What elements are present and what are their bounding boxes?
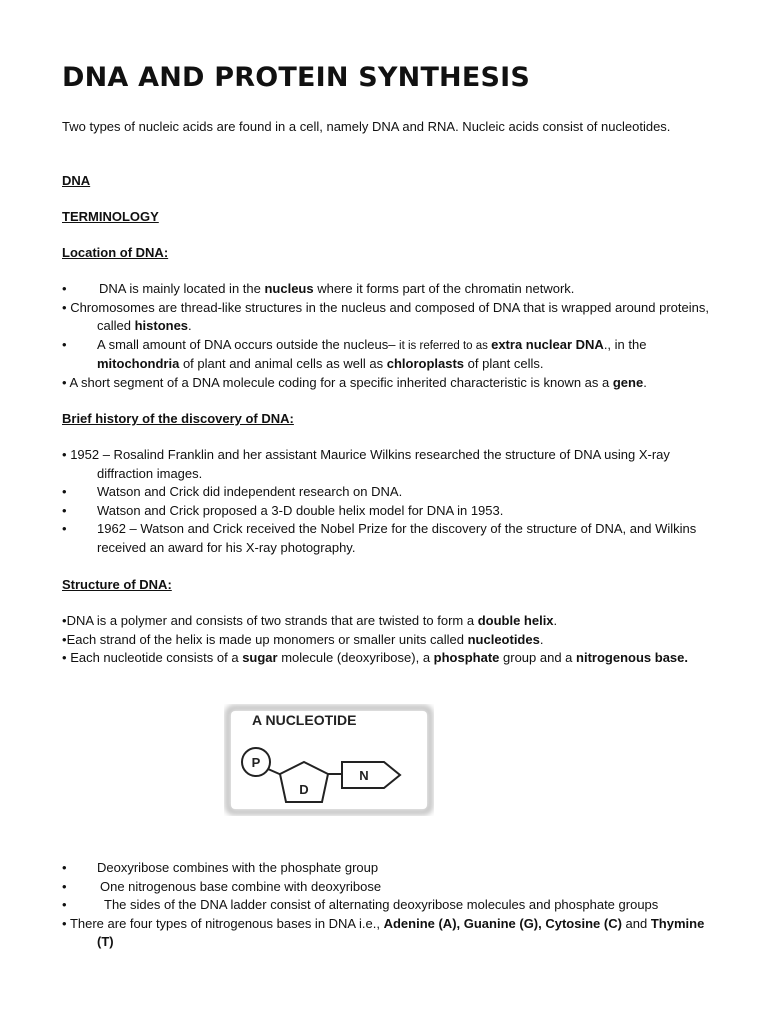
list-item: • Watson and Crick proposed a 3-D double helix model for DNA in 1953. <box>62 502 504 518</box>
heading-structure: Structure of DNA: <box>62 577 172 592</box>
deoxyribose-label: D <box>299 782 309 797</box>
heading-terminology: TERMINOLOGY <box>62 209 159 224</box>
history-list <box>62 446 722 557</box>
list-item: • The sides of the DNA ladder consist of alternating deoxyribose molecules and phosphate groups <box>62 897 659 912</box>
list-item: • A small amount of DNA occurs outside the nucleus– it is referred to as extra nuclear DNA., in the mitochondria of plant and animal cells as well as chloroplasts of plant cells. <box>62 336 647 371</box>
heading-location: Location of DNA: <box>62 245 169 260</box>
list-item: • One nitrogenous base combine with deoxyribose <box>62 878 382 894</box>
intro-paragraph: Two types of nucleic acids are found in a cell, namely DNA and RNA. Nucleic acids consist of nucleotides. <box>62 119 671 134</box>
list-item: •Each strand of the helix is made up monomers or smaller units called nucleotides. <box>62 631 544 647</box>
heading-dna: DNA <box>62 173 91 188</box>
list-item: •DNA is a polymer and consists of two strands that are twisted to form a double helix. <box>62 613 558 628</box>
location-list <box>62 280 722 392</box>
structure-list <box>62 612 722 668</box>
list-item: • Deoxyribose combines with the phosphate group <box>62 860 379 875</box>
page-title: DNA AND PROTEIN SYNTHESIS <box>62 62 531 93</box>
list-item: • Chromosomes are thread-like structures in the nucleus and composed of DNA that is wrapped around proteins, called histones. <box>62 299 709 333</box>
list-item: • There are four types of nitrogenous bases in DNA i.e., Adenine (A), Guanine (G), Cytosine (C) and Thymine (T) <box>62 915 705 949</box>
list-item: • Each nucleotide consists of a sugar molecule (deoxyribose), a phosphate group and a nitrogenous base. <box>62 650 688 665</box>
figure-title: A NUCLEOTIDE <box>252 712 357 728</box>
list-item: • Watson and Crick did independent research on DNA. <box>62 484 403 499</box>
heading-history: Brief history of the discovery of DNA: <box>62 411 294 426</box>
base-label: N <box>359 768 369 783</box>
phosphate-label: P <box>251 755 261 770</box>
list-item: • A short segment of a DNA molecule coding for a specific inherited characteristic is known as a gene. <box>62 374 647 390</box>
bottom-list <box>62 859 722 952</box>
nucleotide-diagram <box>224 704 434 816</box>
list-item: • DNA is mainly located in the nucleus where it forms part of the chromatin network. <box>62 281 575 296</box>
list-item: • 1952 – Rosalind Franklin and her assistant Maurice Wilkins researched the structure of DNA using X-ray diffraction images. <box>62 447 670 481</box>
list-item: • 1962 – Watson and Crick received the Nobel Prize for the discovery of the structure of DNA, and Wilkins received an award for his X-ray photography. <box>62 521 697 555</box>
